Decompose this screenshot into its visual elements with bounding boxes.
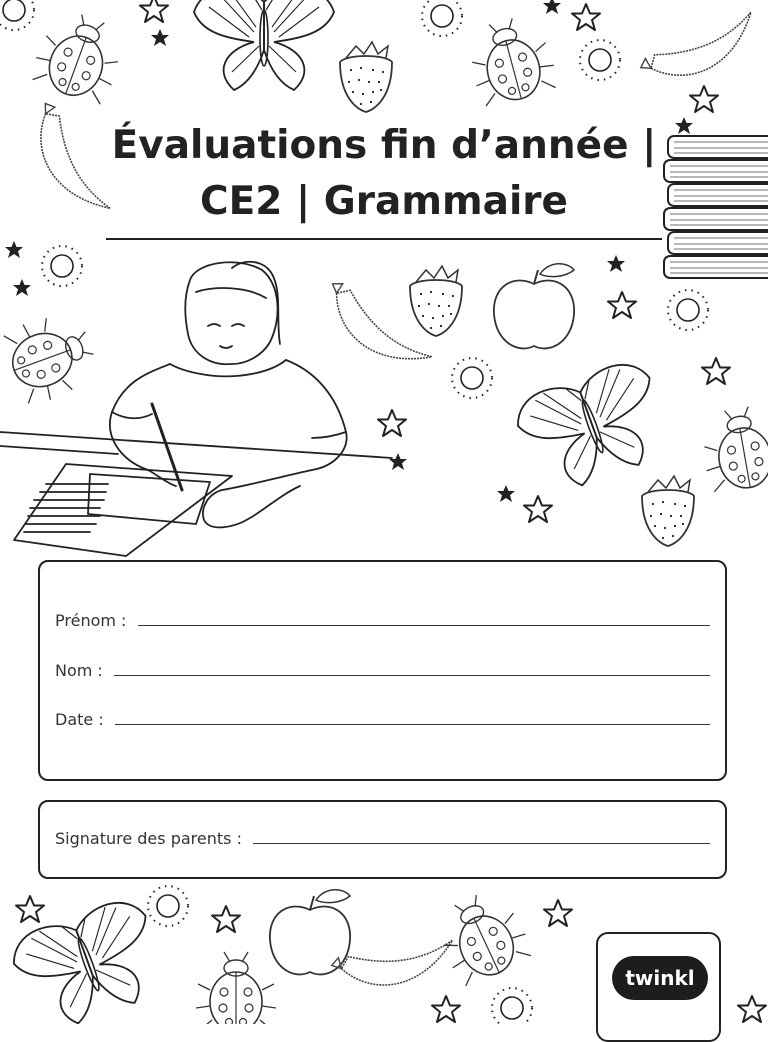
parent-signature-line[interactable] [253,843,710,844]
star-icon [212,906,240,932]
star-icon [5,241,23,258]
title-line-2: CE2 | Grammaire [199,179,568,224]
strawberry-icon [340,42,392,112]
sun-icon [452,358,492,398]
student-info-box [38,560,727,781]
star-icon [544,900,572,926]
star-icon [690,86,718,112]
sun-icon [148,886,188,926]
star-icon [738,996,766,1022]
star-icon [607,255,625,272]
parent-signature-field[interactable] [55,824,710,850]
star-icon [524,496,552,522]
last-name-line[interactable] [114,675,710,676]
title-line-1: Évaluations fin d’année | [111,123,657,168]
ladybug-icon [697,402,768,495]
sun-icon [42,246,82,286]
girl-writing-illustration [0,262,392,556]
star-icon [497,485,515,502]
star-icon [378,410,406,436]
parent-signature-label: Signature des parents : [55,829,248,848]
star-icon [543,0,561,14]
butterfly-icon [6,893,172,1024]
page-title [0,118,768,230]
first-name-label: Prénom : [55,611,132,630]
ladybug-icon [28,5,131,108]
ladybug-icon [429,883,535,989]
star-icon [432,996,460,1022]
sun-icon [668,290,708,330]
star-icon [16,896,44,922]
date-field[interactable] [55,705,710,731]
twinkl-logo [596,932,721,1042]
parent-signature-box [38,800,727,879]
title-underline [106,238,662,240]
apple-icon [270,890,350,975]
sun-icon [0,0,34,30]
star-icon [140,0,168,22]
strawberry-icon [410,266,462,336]
ladybug-icon [462,11,560,109]
sun-icon [422,0,462,36]
strawberry-icon [642,476,694,546]
logo-text: twinkl [625,966,695,990]
star-icon [572,4,600,30]
first-name-line[interactable] [138,625,710,626]
sun-icon [492,988,532,1024]
date-line[interactable] [115,724,710,725]
twinkl-logo-badge [612,956,708,1000]
banana-icon [641,0,751,91]
star-icon [389,453,407,470]
last-name-label: Nom : [55,661,108,680]
ladybug-icon [0,305,103,408]
banana-icon [332,894,453,1011]
apple-icon [494,264,574,349]
butterfly-icon [510,355,676,499]
star-icon [151,29,169,46]
first-name-field[interactable] [55,606,710,632]
star-icon [702,358,730,384]
butterfly-icon [194,0,334,90]
ladybug-icon [196,952,276,1024]
last-name-field[interactable] [55,656,710,682]
star-icon [13,279,31,296]
date-label: Date : [55,710,109,729]
star-icon [608,292,636,318]
sun-icon [580,40,620,80]
